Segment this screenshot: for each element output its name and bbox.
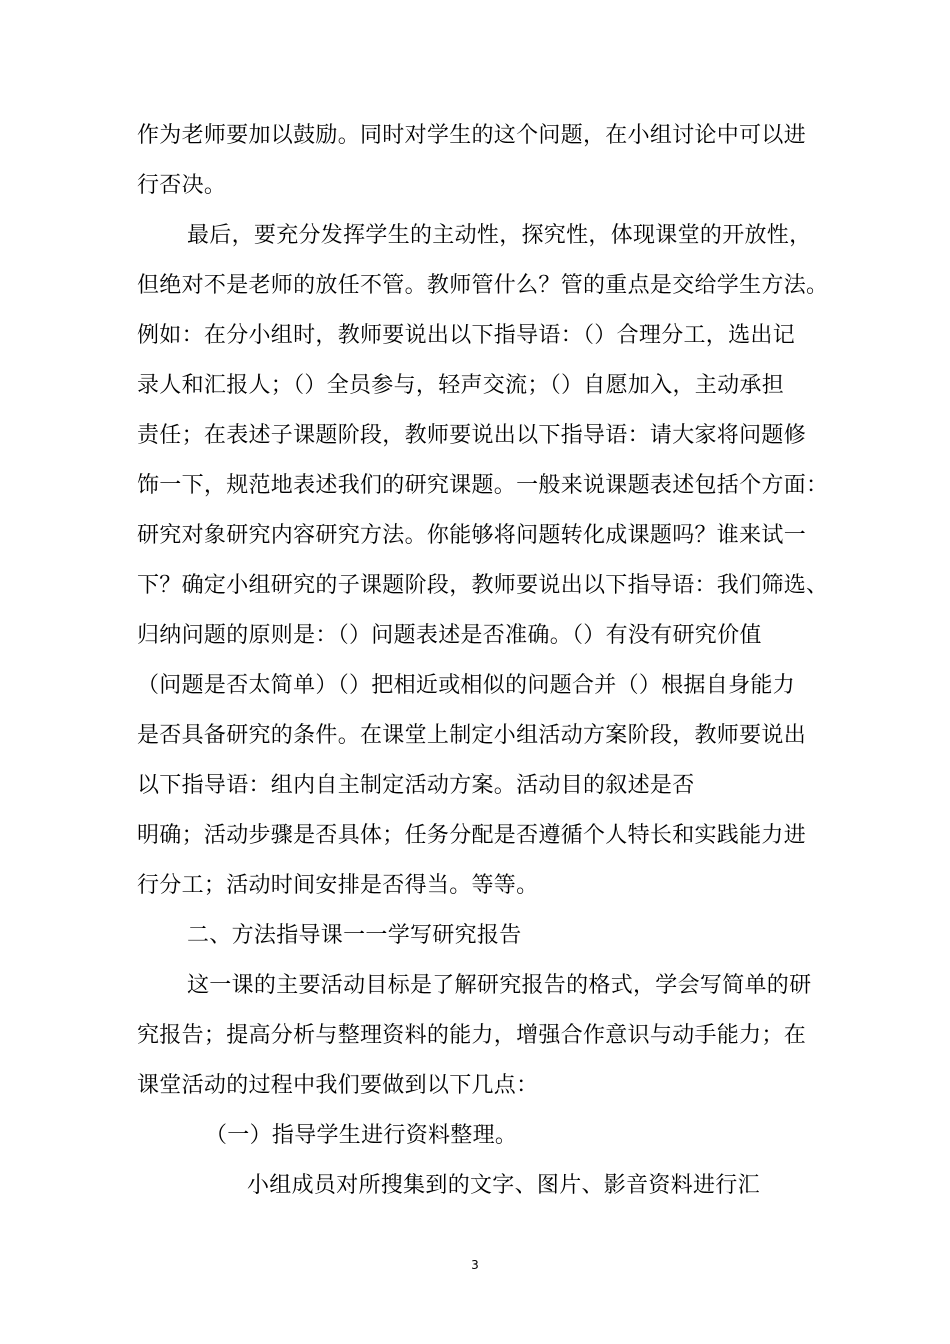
page-number: 3 [471, 1258, 479, 1272]
text-line: （问题是否太简单）（）把相近或相似的问题合并（）根据自身能力 [137, 673, 796, 698]
subsection-heading: （一）指导学生进行资料整理。 [205, 1123, 518, 1148]
text-line: 下？确定小组研究的子课题阶段，教师要说出以下指导语：我们筛选、 [137, 573, 829, 598]
text-line: 行分工；活动时间安排是否得当。等等。 [137, 873, 539, 898]
text-line: 研究对象研究内容研究方法。你能够将问题转化成课题吗？谁来试一 [137, 523, 807, 548]
text-line: 但绝对不是老师的放任不管。教师管什么？管的重点是交给学生方法。 [137, 273, 829, 298]
text-line: 行否决。 [137, 173, 227, 198]
text-line: 例如：在分小组时，教师要说出以下指导语：（）合理分工，选出记 [137, 323, 796, 348]
section-heading: 二、方法指导课一一学写研究报告 [187, 923, 522, 948]
text-line: 责任；在表述子课题阶段，教师要说出以下指导语：请大家将问题修 [137, 423, 807, 448]
text-line: 以下指导语：组内自主制定活动方案。活动目的叙述是否 [137, 773, 695, 798]
text-line: 归纳问题的原则是：（）问题表述是否准确。（）有没有研究价值 [137, 623, 762, 648]
text-line: 是否具备研究的条件。在课堂上制定小组活动方案阶段，教师要说出 [137, 723, 807, 748]
text-line: 作为老师要加以鼓励。同时对学生的这个问题，在小组讨论中可以进 [137, 123, 807, 148]
text-line: 这一课的主要活动目标是了解研究报告的格式，学会写简单的研 [187, 973, 812, 998]
text-line: 明确；活动步骤是否具体；任务分配是否遵循个人特长和实践能力进 [137, 823, 807, 848]
text-line: 究报告；提高分析与整理资料的能力，增强合作意识与动手能力；在 [137, 1023, 807, 1048]
text-line: 录人和汇报人；（）全员参与，轻声交流；（）自愿加入，主动承担 [137, 373, 785, 398]
text-line: 最后，要充分发挥学生的主动性，探究性，体现课堂的开放性， [187, 223, 812, 248]
text-line: 小组成员对所搜集到的文字、图片、影音资料进行汇 [247, 1173, 760, 1198]
text-line: 课堂活动的过程中我们要做到以下几点： [137, 1073, 539, 1098]
text-line: 饰一下，规范地表述我们的研究课题。一般来说课题表述包括个方面： [137, 473, 829, 498]
